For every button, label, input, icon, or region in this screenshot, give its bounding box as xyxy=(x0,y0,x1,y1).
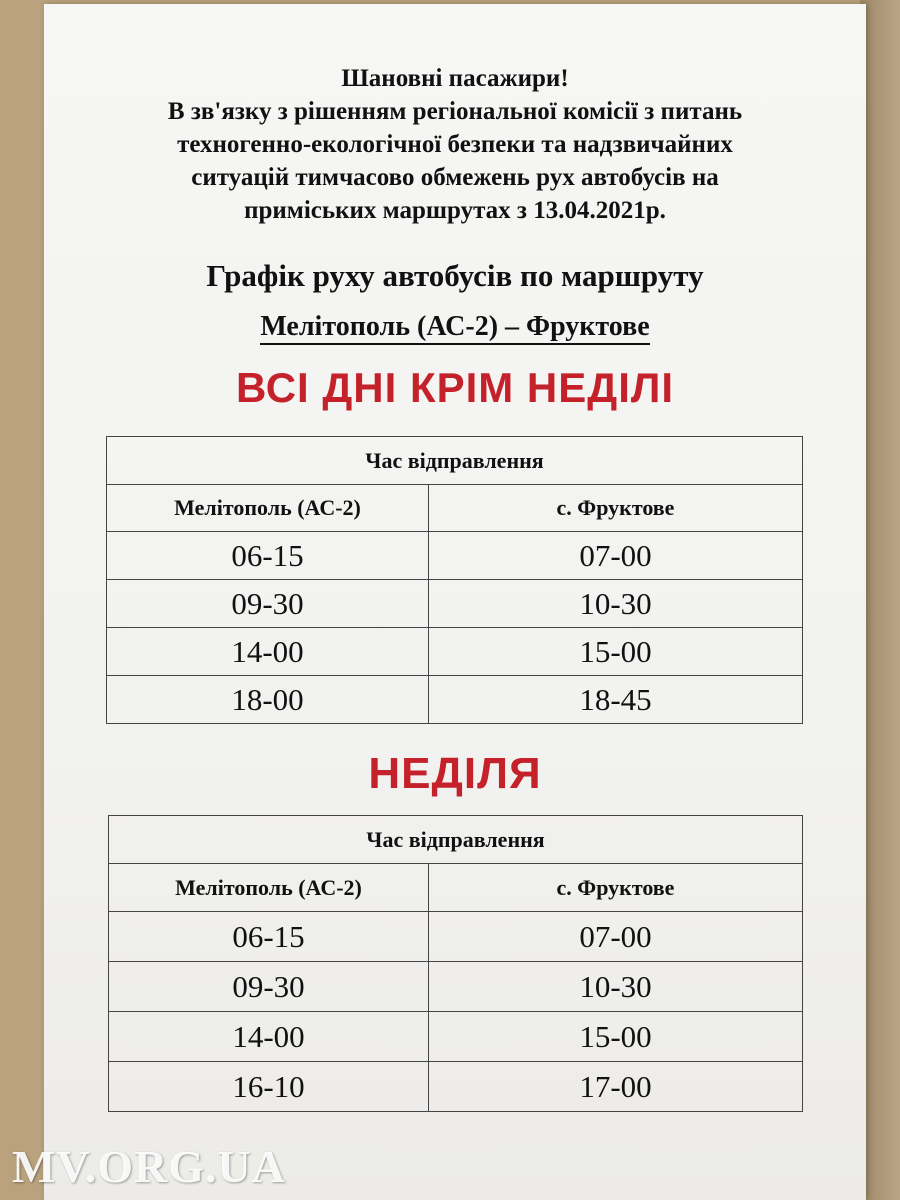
table-caption-row xyxy=(109,816,803,864)
table-row xyxy=(109,962,803,1012)
departure-melitopol: 16-10 xyxy=(109,1062,429,1112)
caption-departure-time: Час відправлення xyxy=(109,816,803,864)
sunday-heading: НЕДІЛЯ xyxy=(368,749,542,798)
route-name xyxy=(44,311,866,343)
departure-melitopol: 06-15 xyxy=(109,912,429,962)
sunday-timetable xyxy=(108,815,803,1112)
notice-header xyxy=(44,62,866,227)
weekdays-timetable xyxy=(106,436,803,724)
departure-fruktove: 07-00 xyxy=(429,532,803,580)
departure-fruktove: 10-30 xyxy=(429,962,803,1012)
route-label: Мелітополь (АС-2) – Фруктове xyxy=(260,311,649,345)
column-header-fruktove: с. Фруктове xyxy=(429,485,803,532)
table-row xyxy=(107,580,803,628)
departure-fruktove: 17-00 xyxy=(429,1062,803,1112)
table-row xyxy=(109,912,803,962)
departure-melitopol: 09-30 xyxy=(107,580,429,628)
column-header-melitopol: Мелітополь (АС-2) xyxy=(107,485,429,532)
greeting: Шановні пасажири! xyxy=(341,65,569,92)
column-header-fruktove: с. Фруктове xyxy=(429,864,803,912)
notice-line-2: техногенно-екологічної безпеки та надзвичайних xyxy=(177,131,733,158)
departure-melitopol: 14-00 xyxy=(107,628,429,676)
notice-sheet xyxy=(44,4,866,1200)
departure-melitopol: 14-00 xyxy=(109,1012,429,1062)
departure-fruktove: 15-00 xyxy=(429,628,803,676)
table-row xyxy=(107,532,803,580)
table-header-row xyxy=(107,485,803,532)
notice-line-3: ситуацій тимчасово обмежень рух автобусів на xyxy=(191,164,719,191)
departure-melitopol: 06-15 xyxy=(107,532,429,580)
departure-fruktove: 18-45 xyxy=(429,676,803,724)
desk-background xyxy=(860,0,900,1200)
column-header-melitopol: Мелітополь (АС-2) xyxy=(109,864,429,912)
departure-fruktove: 07-00 xyxy=(429,912,803,962)
departure-melitopol: 09-30 xyxy=(109,962,429,1012)
caption-departure-time: Час відправлення xyxy=(107,437,803,485)
table-caption-row xyxy=(107,437,803,485)
schedule-title: Графік руху автобусів по маршруту xyxy=(206,258,704,293)
table-header-row xyxy=(109,864,803,912)
table-row xyxy=(107,676,803,724)
departure-fruktove: 15-00 xyxy=(429,1012,803,1062)
table-row xyxy=(107,628,803,676)
departure-fruktove: 10-30 xyxy=(429,580,803,628)
notice-line-1: В зв'язку з рішенням регіональної комісії з питань xyxy=(167,98,743,125)
table-row xyxy=(109,1012,803,1062)
departure-melitopol: 18-00 xyxy=(107,676,429,724)
notice-line-4: приміських маршрутах з 13.04.2021р. xyxy=(244,197,666,224)
weekdays-heading: ВСІ ДНІ КРІМ НЕДІЛІ xyxy=(235,364,675,411)
site-watermark: MV.ORG.UA xyxy=(12,1141,286,1192)
table-row xyxy=(109,1062,803,1112)
